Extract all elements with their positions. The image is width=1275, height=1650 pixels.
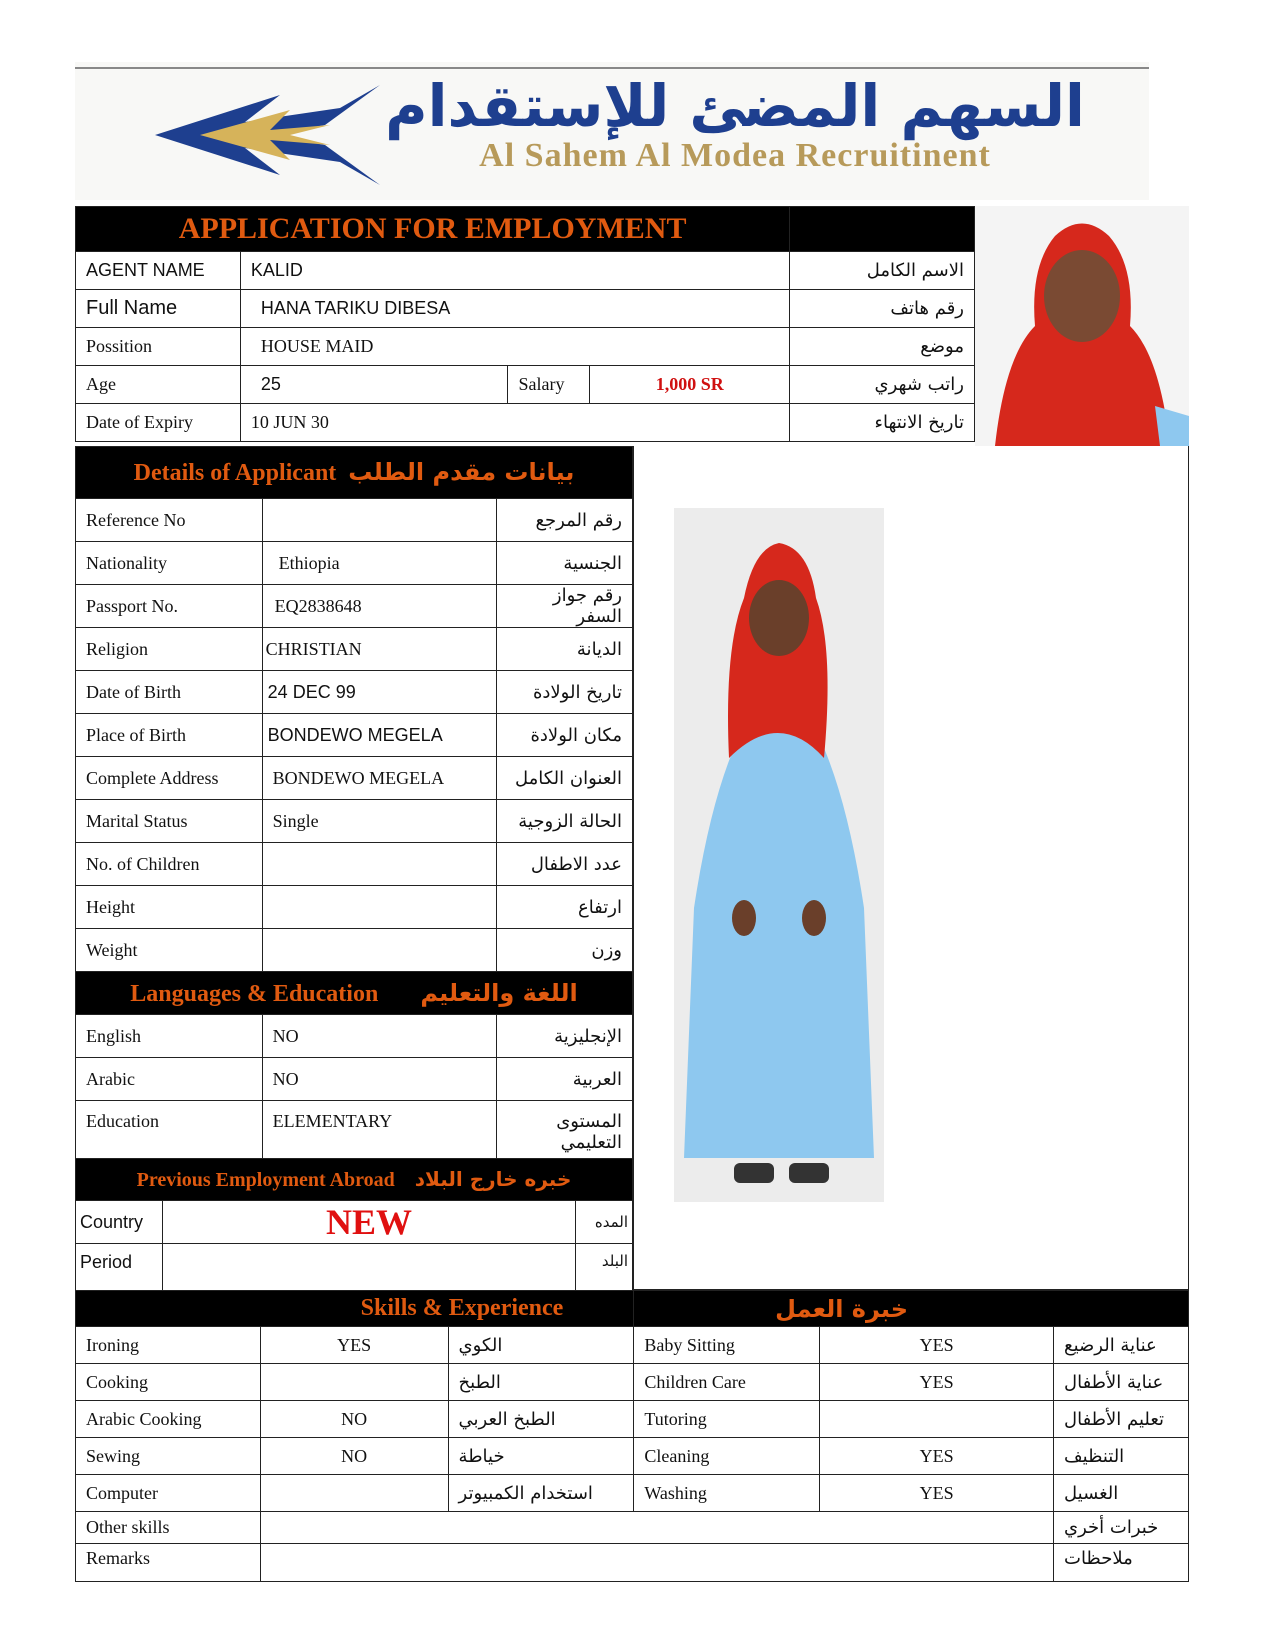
languages-title-en: Languages & Education	[130, 980, 379, 1007]
passport-value: EQ2838648	[262, 585, 497, 628]
skill-left-label: Arabic Cooking	[76, 1401, 261, 1438]
full-body-image	[674, 508, 884, 1202]
agent-name-label: AGENT NAME	[76, 252, 241, 290]
previous-header	[76, 1159, 633, 1201]
other-skills-ar: خبرات أخري	[1054, 1512, 1189, 1544]
skills-title-en: Skills & Experience	[76, 1291, 634, 1327]
reference-value	[262, 499, 497, 542]
salary-value: 1,000 SR	[590, 366, 790, 404]
period-ar: البلد	[576, 1244, 633, 1291]
previous-title-en: Previous Employment Abroad	[136, 1169, 395, 1191]
portrait-image	[975, 206, 1189, 446]
passport-label: Passport No.	[76, 585, 263, 628]
dob-ar: تاريخ الولادة	[497, 671, 633, 714]
skill-left-value	[260, 1475, 448, 1512]
other-skills-label: Other skills	[76, 1512, 261, 1544]
weight-label: Weight	[76, 929, 263, 972]
skill-left-value: YES	[260, 1327, 448, 1364]
skill-right-ar: التنظيف	[1054, 1438, 1189, 1475]
dob-value: 24 DEC 99	[262, 671, 497, 714]
weight-value	[262, 929, 497, 972]
height-label: Height	[76, 886, 263, 929]
remarks-ar: ملاحظات	[1054, 1544, 1189, 1582]
position-label: Possition	[76, 328, 241, 366]
arabic-label: Arabic	[76, 1058, 263, 1101]
skill-right-ar: عناية الأطفال	[1054, 1364, 1189, 1401]
skill-right-value: YES	[820, 1364, 1054, 1401]
country-label: Country	[76, 1201, 163, 1244]
skill-left-label: Cooking	[76, 1364, 261, 1401]
details-title-ar: بيانات مقدم الطلب	[348, 458, 575, 486]
skill-left-label: Sewing	[76, 1438, 261, 1475]
expiry-value: 10 JUN 30	[240, 404, 789, 442]
country-ar: المده	[576, 1201, 633, 1244]
languages-title-ar: اللغة والتعليم	[420, 978, 578, 1007]
skill-right-ar: الغسيل	[1054, 1475, 1189, 1512]
english-value: NO	[262, 1015, 497, 1058]
remarks-value	[260, 1544, 1053, 1582]
languages-header	[76, 972, 633, 1015]
header-table	[75, 206, 975, 442]
address-value: BONDEWO MEGELA	[262, 757, 497, 800]
expiry-label: Date of Expiry	[76, 404, 241, 442]
pob-ar: مكان الولادة	[497, 714, 633, 757]
applicant-details-rows	[75, 498, 633, 972]
agent-name-ar: الاسم الكامل	[790, 252, 975, 290]
other-skills-value	[260, 1512, 1053, 1544]
age-value: 25	[240, 366, 508, 404]
weight-ar: وزن	[497, 929, 633, 972]
skill-right-label: Children Care	[634, 1364, 820, 1401]
position-value: HOUSE MAID	[240, 328, 789, 366]
full-name-value: HANA TARIKU DIBESA	[240, 290, 789, 328]
details-table	[75, 446, 633, 499]
salary-ar: راتب شهري	[790, 366, 975, 404]
skill-right-label: Washing	[634, 1475, 820, 1512]
skills-table	[75, 1290, 1189, 1582]
position-ar: موضع	[790, 328, 975, 366]
age-label: Age	[76, 366, 241, 404]
height-value	[262, 886, 497, 929]
logo-english-name: Al Sahem Al Modea Recruitinent	[479, 137, 991, 174]
full-name-ar: رقم هاتف	[790, 290, 975, 328]
agent-name-value: KALID	[240, 252, 789, 290]
details-title-en: Details of Applicant	[133, 460, 337, 486]
skill-right-value	[820, 1401, 1054, 1438]
application-title: APPLICATION FOR EMPLOYMENT	[76, 207, 790, 252]
education-value: ELEMENTARY	[262, 1101, 497, 1159]
marital-value: Single	[262, 800, 497, 843]
skill-left-ar: استخدام الكمبيوتر	[448, 1475, 634, 1512]
skill-left-label: Ironing	[76, 1327, 261, 1364]
full-name-label: Full Name	[76, 290, 241, 328]
arabic-ar: العربية	[497, 1058, 633, 1101]
skill-left-ar: الطبخ	[448, 1364, 634, 1401]
skill-right-value: YES	[820, 1327, 1054, 1364]
company-logo-banner	[75, 62, 1149, 200]
education-ar: المستوى التعليمي	[497, 1101, 633, 1159]
skill-right-value: YES	[820, 1438, 1054, 1475]
skill-right-label: Cleaning	[634, 1438, 820, 1475]
pob-label: Place of Birth	[76, 714, 263, 757]
skill-left-value: NO	[260, 1438, 448, 1475]
english-label: English	[76, 1015, 263, 1058]
children-ar: عدد الاطفال	[497, 843, 633, 886]
english-ar: الإنجليزية	[497, 1015, 633, 1058]
new-value: NEW	[162, 1201, 575, 1244]
education-label: Education	[76, 1101, 263, 1159]
skill-right-label: Tutoring	[634, 1401, 820, 1438]
skill-left-ar: الطبخ العربي	[448, 1401, 634, 1438]
skills-title-ar: خبرة العمل	[634, 1291, 1189, 1327]
nationality-value: Ethiopia	[262, 542, 497, 585]
skill-left-ar: الكوي	[448, 1327, 634, 1364]
arrow-logo-icon	[150, 80, 380, 190]
skill-right-value: YES	[820, 1475, 1054, 1512]
portrait-photo	[975, 206, 1189, 446]
marital-ar: الحالة الزوجية	[497, 800, 633, 843]
pob-value: BONDEWO MEGELA	[262, 714, 497, 757]
skill-right-ar: عناية الرضيع	[1054, 1327, 1189, 1364]
languages-table	[75, 971, 633, 1159]
salary-label: Salary	[508, 366, 590, 404]
skill-left-value: NO	[260, 1401, 448, 1438]
address-label: Complete Address	[76, 757, 263, 800]
passport-ar: رقم جواز السفر	[497, 585, 633, 628]
marital-label: Marital Status	[76, 800, 263, 843]
nationality-ar: الجنسية	[497, 542, 633, 585]
full-body-photo-panel	[633, 446, 1189, 1290]
nationality-label: Nationality	[76, 542, 263, 585]
children-value	[262, 843, 497, 886]
religion-label: Religion	[76, 628, 263, 671]
children-label: No. of Children	[76, 843, 263, 886]
religion-ar: الديانة	[497, 628, 633, 671]
dob-label: Date of Birth	[76, 671, 263, 714]
logo-arabic-name: السهم المضئ للإستقدام	[385, 72, 1085, 140]
skill-right-label: Baby Sitting	[634, 1327, 820, 1364]
religion-value: CHRISTIAN	[262, 628, 497, 671]
skill-left-ar: خياطة	[448, 1438, 634, 1475]
divider	[75, 67, 1149, 69]
expiry-ar: تاريخ الانتهاء	[790, 404, 975, 442]
previous-title-ar: خبره خارج البلاد	[414, 1167, 572, 1191]
skill-right-ar: تعليم الأطفال	[1054, 1401, 1189, 1438]
reference-ar: رقم المرجع	[497, 499, 633, 542]
address-ar: العنوان الكامل	[497, 757, 633, 800]
details-header	[76, 447, 633, 499]
skill-left-value	[260, 1364, 448, 1401]
previous-employment-table	[75, 1158, 633, 1291]
period-label: Period	[76, 1244, 163, 1291]
reference-label: Reference No	[76, 499, 263, 542]
period-value	[162, 1244, 575, 1291]
height-ar: ارتفاع	[497, 886, 633, 929]
remarks-label: Remarks	[76, 1544, 261, 1582]
skill-left-label: Computer	[76, 1475, 261, 1512]
arabic-value: NO	[262, 1058, 497, 1101]
